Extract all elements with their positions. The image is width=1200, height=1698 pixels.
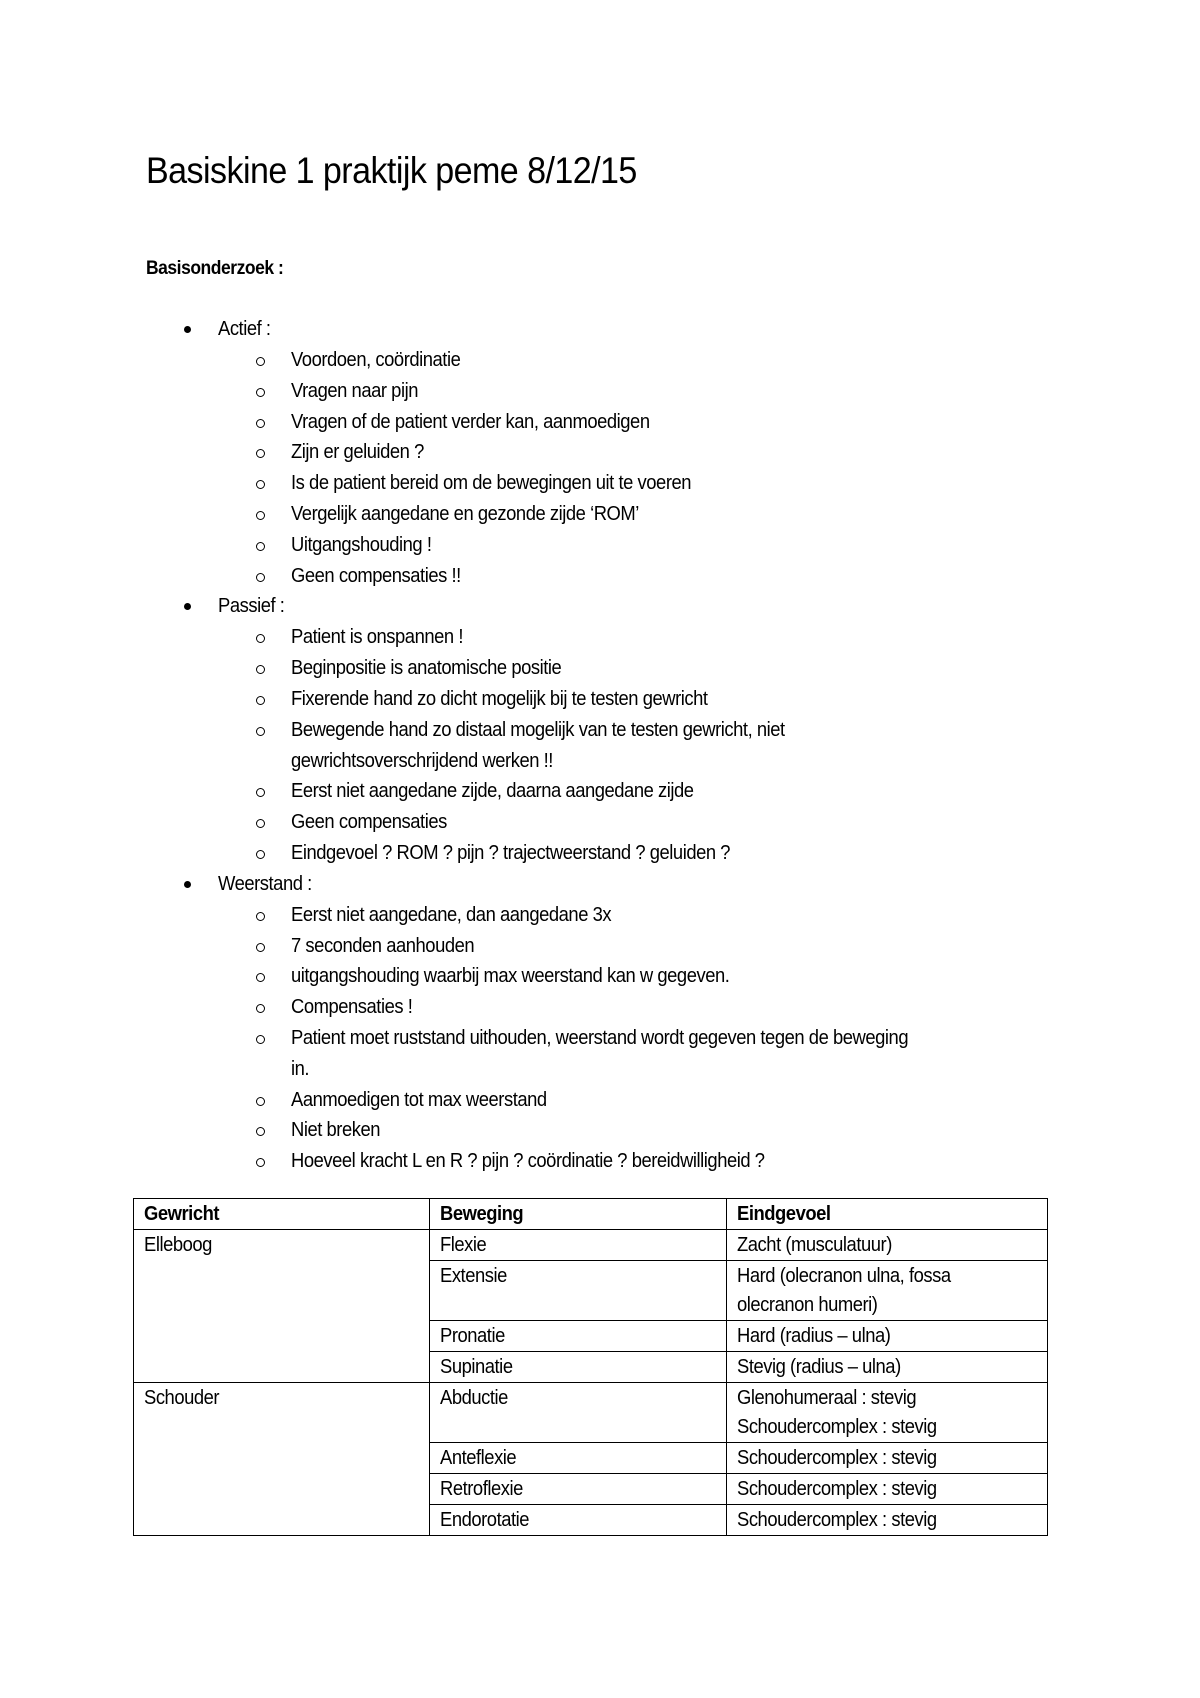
endfeel-cell: Schoudercomplex : stevig xyxy=(727,1474,1048,1505)
movement-cell: Supinatie xyxy=(429,1352,726,1383)
sublist xyxy=(218,345,1046,591)
endfeel-cell: Hard (radius – ulna) xyxy=(727,1321,1048,1352)
endfeel-cell: Hard (olecranon ulna, fossa olecranon humeri) xyxy=(727,1261,1048,1321)
circle-bullet-icon xyxy=(256,665,265,674)
endfeel-cell: Glenohumeraal : stevig Schoudercomplex : stevig xyxy=(727,1383,1048,1443)
movement-cell: Anteflexie xyxy=(429,1443,726,1474)
group-label: Weerstand : xyxy=(218,872,312,895)
list-item: Eindgevoel ? ROM ? pijn ? trajectweerstand ? geluiden ? xyxy=(218,838,1046,869)
joint-cell: Elleboog xyxy=(134,1230,430,1383)
circle-bullet-icon xyxy=(256,727,265,736)
circle-bullet-icon xyxy=(256,696,265,705)
group-label: Passief : xyxy=(218,595,285,618)
movement-cell: Extensie xyxy=(429,1261,726,1321)
section-heading: Basisonderzoek : xyxy=(146,258,284,279)
bullet-icon xyxy=(184,603,191,610)
movement-cell: Retroflexie xyxy=(429,1474,726,1505)
list-item: Hoeveel kracht L en R ? pijn ? coördinatie ? bereidwilligheid ? xyxy=(218,1146,1046,1177)
list-item: Geen compensaties !! xyxy=(218,561,1046,592)
circle-bullet-icon xyxy=(256,357,265,366)
movement-cell: Abductie xyxy=(429,1383,726,1443)
endfeel-cell: Zacht (musculatuur) xyxy=(727,1230,1048,1261)
document-title: Basiskine 1 praktijk peme 8/12/15 xyxy=(146,150,637,191)
list-item: Aanmoedigen tot max weerstand xyxy=(218,1085,1046,1116)
bullet-icon xyxy=(184,881,191,888)
endfeel-table xyxy=(133,1198,1048,1536)
circle-bullet-icon xyxy=(256,573,265,582)
list-item: Uitgangshouding ! xyxy=(218,530,1046,561)
sublist xyxy=(218,900,1046,1177)
list-item: Zijn er geluiden ? xyxy=(218,437,1046,468)
list-item: Vragen of de patient verder kan, aanmoedigen xyxy=(218,407,1046,438)
movement-cell: Endorotatie xyxy=(429,1505,726,1536)
list-item: Beginpositie is anatomische positie xyxy=(218,653,1046,684)
list-item: Vragen naar pijn xyxy=(218,376,1046,407)
column-header-beweging: Beweging xyxy=(429,1199,726,1230)
circle-bullet-icon xyxy=(256,973,265,982)
list-item: uitgangshouding waarbij max weerstand kan w gegeven. xyxy=(218,961,1046,992)
sublist xyxy=(218,622,1046,868)
circle-bullet-icon xyxy=(256,943,265,952)
list-item: Compensaties ! xyxy=(218,992,1046,1023)
list-item: Is de patient bereid om de bewegingen uit te voeren xyxy=(218,468,1046,499)
circle-bullet-icon xyxy=(256,542,265,551)
list-item: Eerst niet aangedane, dan aangedane 3x xyxy=(218,900,1046,931)
circle-bullet-icon xyxy=(256,850,265,859)
joint-cell: Schouder xyxy=(134,1383,430,1536)
endfeel-cell: Schoudercomplex : stevig xyxy=(727,1505,1048,1536)
table-header-row xyxy=(134,1199,1048,1230)
table-row xyxy=(134,1383,1048,1443)
group-label: Actief : xyxy=(218,318,271,340)
circle-bullet-icon xyxy=(256,819,265,828)
outline-group-passief xyxy=(146,591,1046,868)
circle-bullet-icon xyxy=(256,912,265,921)
circle-bullet-icon xyxy=(256,1097,265,1106)
circle-bullet-icon xyxy=(256,1127,265,1136)
list-item: Patient moet ruststand uithouden, weerstand wordt gegeven tegen de beweging in. xyxy=(218,1023,1046,1085)
list-item: Vergelijk aangedane en gezonde zijde ‘ROM’ xyxy=(218,499,1046,530)
circle-bullet-icon xyxy=(256,634,265,643)
outline-group-actief xyxy=(146,314,1046,591)
movement-cell: Flexie xyxy=(429,1230,726,1261)
endfeel-cell: Stevig (radius – ulna) xyxy=(727,1352,1048,1383)
exam-outline-list xyxy=(146,314,1046,1177)
list-item: Patient is onspannen ! xyxy=(218,622,1046,653)
list-item: Voordoen, coördinatie xyxy=(218,345,1046,376)
circle-bullet-icon xyxy=(256,511,265,520)
list-item: 7 seconden aanhouden xyxy=(218,931,1046,962)
circle-bullet-icon xyxy=(256,788,265,797)
circle-bullet-icon xyxy=(256,1035,265,1044)
outline-group-weerstand xyxy=(146,869,1046,1177)
list-item: Geen compensaties xyxy=(218,807,1046,838)
column-header-gewricht: Gewricht xyxy=(134,1199,430,1230)
endfeel-cell: Schoudercomplex : stevig xyxy=(727,1443,1048,1474)
circle-bullet-icon xyxy=(256,480,265,489)
bullet-icon xyxy=(184,326,191,333)
list-item: Fixerende hand zo dicht mogelijk bij te testen gewricht xyxy=(218,684,1046,715)
circle-bullet-icon xyxy=(256,388,265,397)
circle-bullet-icon xyxy=(256,449,265,458)
circle-bullet-icon xyxy=(256,419,265,428)
list-item: Eerst niet aangedane zijde, daarna aangedane zijde xyxy=(218,776,1046,807)
list-item: Niet breken xyxy=(218,1115,1046,1146)
column-header-eindgevoel: Eindgevoel xyxy=(727,1199,1048,1230)
circle-bullet-icon xyxy=(256,1004,265,1013)
table-row xyxy=(134,1230,1048,1261)
movement-cell: Pronatie xyxy=(429,1321,726,1352)
circle-bullet-icon xyxy=(256,1158,265,1167)
list-item: Bewegende hand zo distaal mogelijk van te testen gewricht, niet gewrichtsoverschrijdend werken !! xyxy=(218,715,1046,777)
